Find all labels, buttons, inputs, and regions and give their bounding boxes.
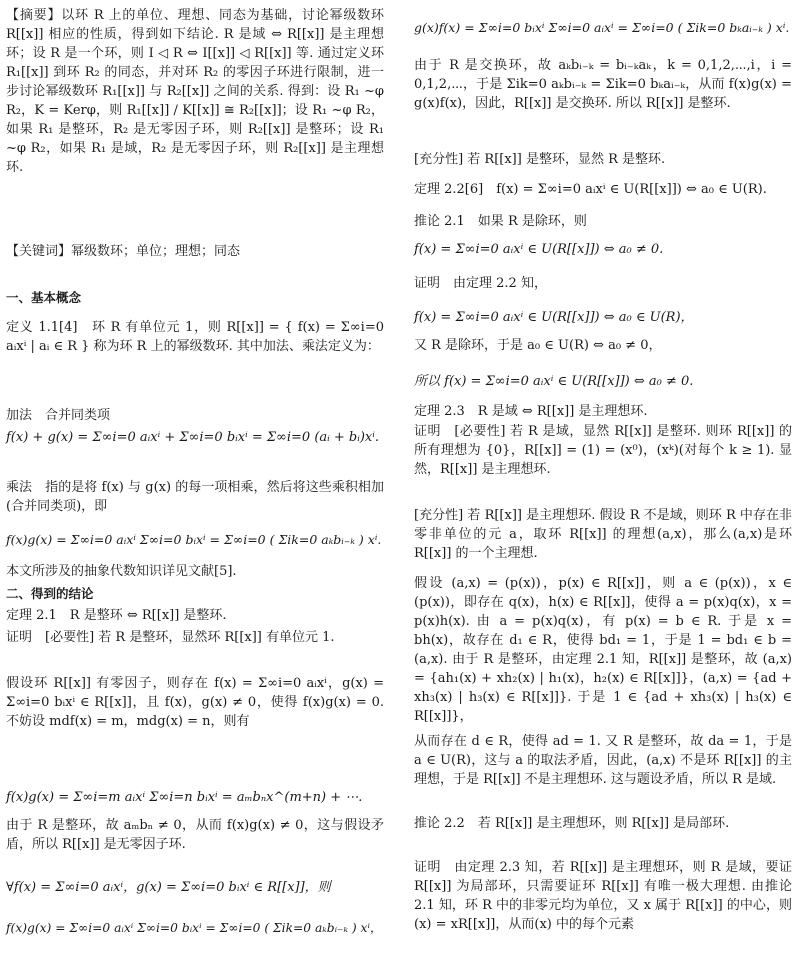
division-ring-line: 又 R 是除环，于是 a₀ ∈ U(R) ⇔ a₀ ≠ 0， [414, 338, 662, 353]
integral-domain-argument: 由于 R 是整环，故 aₘbₙ ≠ 0，从而 f(x)g(x) ≠ 0，这与假设矛盾，所以 R[[x]] 是无零因子环. [6, 818, 384, 852]
equation-multiplication-text: f(x)g(x) = Σ∞i=0 aᵢxⁱ Σ∞i=0 bᵢxⁱ = Σ∞i=0 ( Σik=0 aₖbᵢ₋ₖ ) xⁱ. [6, 532, 382, 547]
theorem-2-2: 定理 2.2[6] f(x) = Σ∞i=0 aᵢxⁱ ∈ U(R[[x]]) ⇔ a₀ ∈ U(R). [414, 182, 767, 197]
equation-corollary-2-text: f(x) = Σ∞i=0 aᵢxⁱ ∈ U(R[[x]]) ⇔ a₀ ∈ U(R)， [414, 310, 694, 325]
zero-divisor-assumption: 假设环 R[[x]] 有零因子，则存在 f(x) = Σ∞i=0 aᵢxⁱ，g(x) = Σ∞i=0 bᵢxⁱ ∈ R[[x]]，且 f(x)，g(x) ≠ 0，使得 f(x)g(x) = 0. 不妨设 mdf(x) = m，mdg(x) = n，则有 [6, 676, 384, 729]
equation-corollary-3-text: 所以 f(x) = Σ∞i=0 aᵢxⁱ ∈ U(R[[x]]) ⇔ a₀ ≠ 0. [414, 374, 694, 389]
proof-2-3-sufficiency: [充分性] 若 R[[x]] 是主理想环. 假设 R 不是域，则环 R 中存在非零非单位的元 a，取环 R[[x]] 的理想(a,x)，那么(a,x)是环 R[[x]] 的一个主理想. [414, 508, 792, 561]
corollary-2-1: 推论 2.1 如果 R 是除环，则 [414, 214, 587, 229]
contradiction-argument: 从而存在 d ∈ R，使得 ad = 1. 又 R 是整环，故 da = 1，于是 a ∈ U(R)，这与 a 的取法矛盾，因此，(a,x) 不是环 R[[x]] 的主理想，于是 R[[x]] 不是主理想环. 这与题设矛盾，所以 R 是域. [414, 734, 792, 787]
section-1-heading: 一、基本概念 [6, 290, 82, 305]
equation-addition-text: f(x) + g(x) = Σ∞i=0 aᵢxⁱ + Σ∞i=0 bᵢxⁱ = Σ∞i=0 (aᵢ + bᵢ)xⁱ. [6, 430, 380, 445]
equation-forall-text: ∀f(x) = Σ∞i=0 aᵢxⁱ，g(x) = Σ∞i=0 bᵢxⁱ ∈ R[[x]]，则 [6, 880, 331, 895]
theorem-2-1: 定理 2.1 R 是整环 ⇔ R[[x]] 是整环. [6, 608, 227, 623]
equation-fg-product-text: f(x)g(x) = Σ∞i=0 aᵢxⁱ Σ∞i=0 bᵢxⁱ = Σ∞i=0 ( Σik=0 aₖbᵢ₋ₖ ) xⁱ， [6, 921, 383, 935]
proof-corollary-2-1: 证明 由定理 2.2 知， [414, 276, 547, 291]
keywords: 【关键词】幂级数环；单位；理想；同态 [6, 244, 241, 259]
commutativity-argument: 由于 R 是交换环，故 aₖbᵢ₋ₖ = bᵢ₋ₖaₖ，k = 0,1,2,⋯,i，i = 0,1,2,⋯，于是 Σik=0 aₖbᵢ₋ₖ = Σik=0 bₖaᵢ₋ₖ，从而 f(x)g(x) = g(x)f(x)，因此，R[[x]] 是交换环. 所以 R[[x]] 是整环. [414, 58, 792, 111]
definition-1-1: 定义 1.1[4] 环 R 有单位元 1，则 R[[x]] = { f(x) = Σ∞i=0 aᵢxⁱ | aᵢ ∈ R } 称为环 R 上的幂级数环. 其中加法、乘法定义为： [6, 320, 384, 354]
abstract: 【摘要】以环 R 上的单位、理想、同态为基础，讨论幂级数环 R[[x]] 相应的性质，得到如下结论. R 是域 ⇔ R[[x]] 是主理想环；设 R 是一个环，则 I ◁ R ⇔ I[[x]] ◁ R[[x]] 等. 通过定义环 R₁[[x]] 到环 R₂ 的同态，并对环 R₂ 的零因子环进行限制，进一步讨论幂级数环 R₁[[x]] 与 R₂[[x]] 之间的关系. 得到：设 R₁ ~φ R₂，K = Kerφ，则 R₁[[x]] / K[[x]] ≅ R₂[[x]]；设 R₁ ~φ R₂，如果 R₁ 是整环，R₂ 是无零因子环，则 R₂[[x]] 是整环；设 R₁ ~φ R₂，如果 R₁ 是域，R₂ 是无零因子环，则 R₂[[x]] 是主理想环. [6, 8, 384, 175]
corollary-2-2: 推论 2.2 若 R[[x]] 是主理想环，则 R[[x]] 是局部环. [414, 816, 730, 831]
sufficiency-2-1: [充分性] 若 R[[x]] 是整环，显然 R 是整环. [414, 152, 666, 167]
addition-label: 加法 合并同类项 [6, 408, 111, 423]
multiplication-text: 乘法 指的是将 f(x) 与 g(x) 的每一项相乘，然后将这些乘积相加(合并同类项)，即 [6, 480, 384, 514]
proof-2-1: 证明 [必要性] 若 R 是整环，显然环 R[[x]] 有单位元 1. [6, 630, 335, 645]
equation-fg-text: f(x)g(x) = Σ∞i=m aᵢxⁱ Σ∞i=n bᵢxⁱ = aₘbₙx^(m+n) + ⋯. [6, 790, 363, 805]
equation-corollary-1-text: f(x) = Σ∞i=0 aᵢxⁱ ∈ U(R[[x]]) ⇔ a₀ ≠ 0. [414, 242, 664, 257]
equation-gf-text: g(x)f(x) = Σ∞i=0 bᵢxⁱ Σ∞i=0 aᵢxⁱ = Σ∞i=0 ( Σik=0 bₖaᵢ₋ₖ ) xⁱ. [414, 20, 790, 35]
section-2-heading: 二、得到的结论 [6, 586, 94, 601]
proof-corollary-2-2: 证明 由定理 2.3 知，若 R[[x]] 是主理想环，则 R 是域，要证 R[[x]] 为局部环，只需要证环 R[[x]] 有唯一极大理想. 由推论 2.1 知，环 R 中的非零元均为单位，又 x 属于 R[[x]] 的中心，则(x) = xR[[x]]，从而(x) 中的每个元素 [414, 860, 792, 932]
proof-2-3-necessity: 证明 [必要性] 若 R 是域，显然 R[[x]] 是整环. 则环 R[[x]] 的所有理想为 {0}，R[[x]] = (1) = (x⁰)，(xᵏ)(对每个 k ≥ 1). 显然，R[[x]] 是主理想环. [414, 424, 792, 477]
theorem-2-3: 定理 2.3 R 是域 ⇔ R[[x]] 是主理想环. [414, 404, 648, 419]
reference-line: 本文所涉及的抽象代数知识详见文献[5]. [6, 564, 237, 579]
principal-ideal-assumption: 假设 (a,x) = (p(x))，p(x) ∈ R[[x]]，则 a ∈ (p(x))，x ∈ (p(x))，即存在 q(x)，h(x) ∈ R[[x]]，使得 a = p(x)q(x)，x = p(x)h(x). 由 a = p(x)q(x)，有 p(x) = b ∈ R. 于是 x = bh(x)，故存在 d₁ ∈ R，使得 bd₁ = 1，于是 1 = bd₁ ∈ b = (a,x). 由于 R 是整环，由定理 2.1 知，R[[x]] 是整环，故 (a,x) = {ah₁(x) + xh₂(x) | h₁(x)，h₂(x) ∈ R[[x]]}，(a,x) = {ad + xh₃(x) | h₃(x) ∈ R[[x]]}. 于是 1 ∈ {ad + xh₃(x) | h₃(x) ∈ R[[x]]}， [414, 576, 792, 724]
